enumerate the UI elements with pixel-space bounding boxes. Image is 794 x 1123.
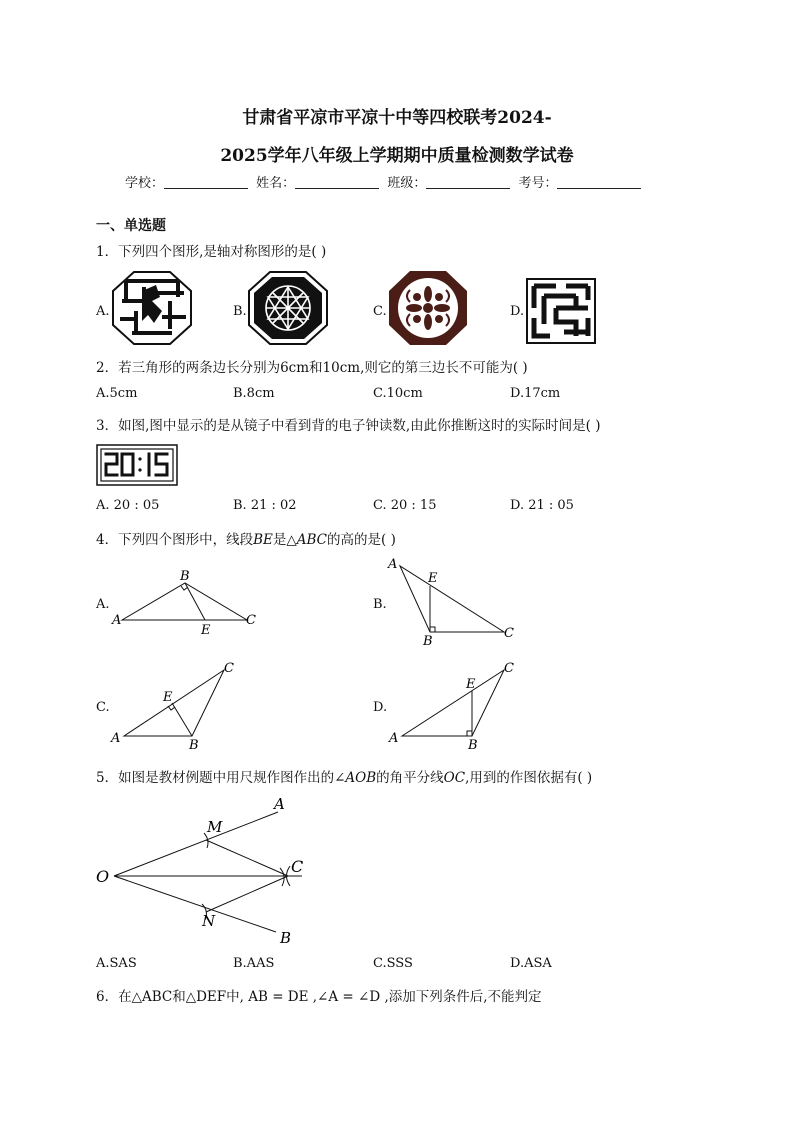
q4-figure-d <box>386 658 522 754</box>
q3-option-a[interactable]: A. 20 : 05 <box>96 498 160 513</box>
label-b: B <box>280 929 292 947</box>
class-blank[interactable] <box>426 176 510 189</box>
q2-option-d[interactable]: D.17cm <box>510 386 561 401</box>
label-a: A <box>389 731 399 746</box>
q3-option-b[interactable]: B. 21 : 02 <box>233 498 297 513</box>
question-4: 4．下列四个图形中，线段BE是△ABC的高的是( ) <box>96 532 396 548</box>
q5-option-a[interactable]: A.SAS <box>96 956 137 971</box>
question-number: 3． <box>96 418 119 434</box>
q4-figure-b <box>386 556 522 646</box>
q4-figure-a <box>110 566 260 638</box>
q1-option-b-label[interactable]: B. <box>233 304 247 319</box>
ray-oc: OC <box>443 770 466 786</box>
q4-option-d-label[interactable]: D. <box>373 700 388 715</box>
exam-number-blank[interactable] <box>557 176 641 189</box>
name-field[interactable]: 姓名： <box>256 172 381 191</box>
section-title: 一、单选题 <box>96 218 166 234</box>
q3-option-d[interactable]: D. 21 : 05 <box>510 498 574 513</box>
q2-option-a[interactable]: A.5cm <box>96 386 138 401</box>
question-1 <box>96 240 326 260</box>
q1-figure-d-square-maze <box>526 278 596 344</box>
question-5: 5．如图是教材例题中用尺规作图作出的∠AOB的角平分线OC,用到的作图依据有( ) <box>96 770 593 786</box>
question-number: 4． <box>96 532 119 548</box>
label-c: C <box>291 857 304 876</box>
triangle-abc: ABC <box>296 532 328 548</box>
label-a: A <box>112 613 122 628</box>
name-blank[interactable] <box>295 176 379 189</box>
label-c: C <box>504 626 514 641</box>
label-e: E <box>201 623 211 638</box>
q3-mirrored-digital-clock <box>96 444 178 486</box>
label-b: B <box>180 569 190 584</box>
question-2 <box>96 356 528 376</box>
q1-option-a-label[interactable]: A. <box>96 304 110 319</box>
label-e: E <box>466 677 476 692</box>
question-text: 在△ABC和△DEF中, AB = DE ,∠A = ∠D ,添加下列条件后,不能判定 <box>118 989 542 1005</box>
label-e: E <box>428 571 438 586</box>
page-title-line2: 2025学年八年级上学期期中质量检测数学试卷 <box>220 146 574 166</box>
school-field[interactable]: 学校： <box>125 172 250 191</box>
label-a: A <box>274 795 285 813</box>
label-n: N <box>202 912 216 930</box>
label-b: B <box>423 634 433 646</box>
label-m: M <box>207 818 223 836</box>
label-c: C <box>224 661 234 676</box>
label-e: E <box>163 690 173 705</box>
q1-figure-a-octagon-pattern <box>112 271 192 345</box>
q4-option-a-label[interactable]: A. <box>96 597 110 612</box>
q4-option-b-label[interactable]: B. <box>373 597 387 612</box>
label-b: B <box>468 738 478 753</box>
q1-option-c-label[interactable]: C. <box>373 304 387 319</box>
label-a: A <box>111 731 121 746</box>
q2-option-c[interactable]: C.10cm <box>373 386 423 401</box>
question-text: 若三角形的两条边长分别为6cm和10cm,则它的第三边长不可能为( ) <box>118 360 528 376</box>
q4-figure-c <box>108 658 244 754</box>
q1-figure-b-octagon-lattice <box>248 271 328 345</box>
question-number: 2． <box>96 360 119 376</box>
segment-be: BE <box>253 532 273 548</box>
q1-figure-c-octagon-floral <box>388 270 468 346</box>
question-text: 如图,图中显示的是从镜子中看到背的电子钟读数,由此你推断这时的实际时间是( ) <box>118 418 601 434</box>
question-text: 下列四个图形,是轴对称图形的是( ) <box>118 244 327 260</box>
exam-number-field[interactable]: 考号： <box>518 172 643 191</box>
page-title-line1: 甘肃省平凉市平凉十中等四校联考2024- <box>242 108 552 128</box>
q2-option-b[interactable]: B.8cm <box>233 386 275 401</box>
class-field[interactable]: 班级： <box>387 172 512 191</box>
q5-angle-bisector-figure <box>94 792 320 948</box>
student-info-row <box>125 172 645 191</box>
q5-option-c[interactable]: C.SSS <box>373 956 413 971</box>
q4-option-c-label[interactable]: C. <box>96 700 110 715</box>
angle-aob: AOB <box>345 770 377 786</box>
school-blank[interactable] <box>164 176 248 189</box>
label-o: O <box>96 867 110 886</box>
q5-option-d[interactable]: D.ASA <box>510 956 552 971</box>
label-b: B <box>189 738 199 753</box>
question-number: 5． <box>96 770 119 786</box>
label-c: C <box>246 613 256 628</box>
question-number: 6． <box>96 989 119 1005</box>
label-a: A <box>388 557 398 572</box>
q5-option-b[interactable]: B.AAS <box>233 956 275 971</box>
question-number: 1． <box>96 244 119 260</box>
q3-option-c[interactable]: C. 20 : 15 <box>373 498 437 513</box>
question-3 <box>96 414 601 434</box>
label-c: C <box>504 661 514 676</box>
question-6 <box>96 985 542 1005</box>
q1-option-d-label[interactable]: D. <box>510 304 525 319</box>
